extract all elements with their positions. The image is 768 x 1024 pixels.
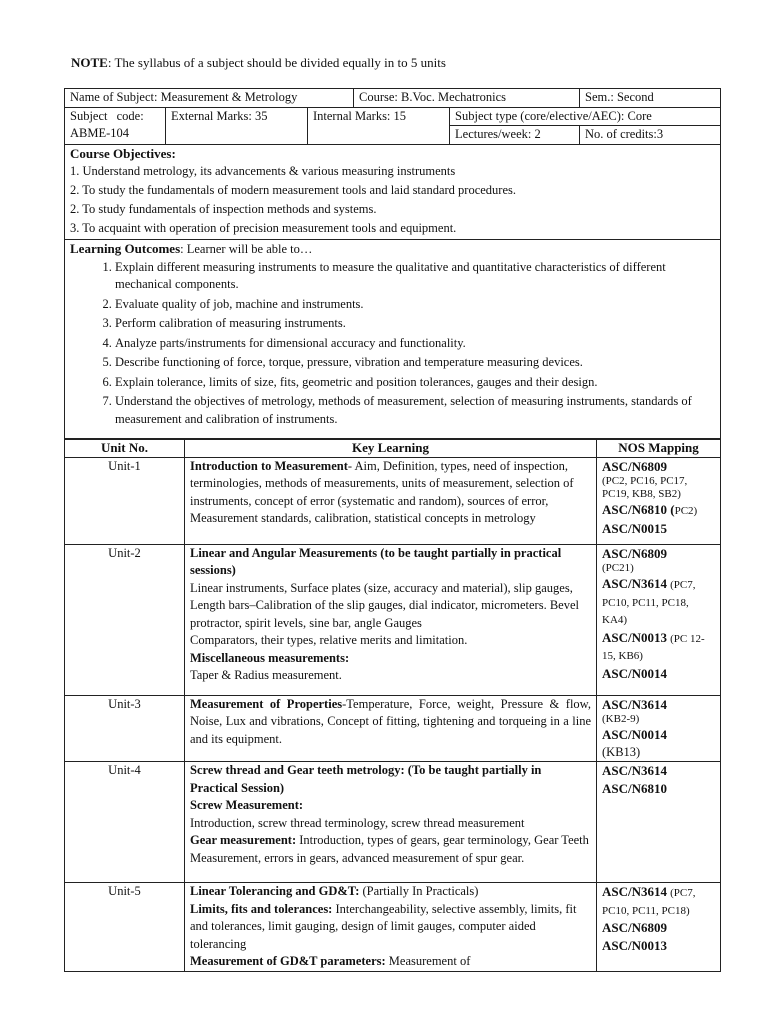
subject-code-cell bbox=[65, 107, 166, 144]
key-learning bbox=[185, 883, 597, 972]
unit-subtitle: Measurement of GD&T parameters: bbox=[190, 954, 386, 968]
unit-title-tail: (Partially In Practicals) bbox=[359, 884, 479, 898]
unit-number: Unit-4 bbox=[65, 762, 185, 883]
learning-outcomes bbox=[65, 240, 721, 440]
nos-detail: (PC7, PC10, PC11, PC18, KA4) bbox=[602, 579, 696, 626]
unit-subtitle: Screw Measurement: bbox=[190, 798, 304, 812]
nos-code: ASC/N6809 bbox=[602, 920, 668, 935]
nos-code: ASC/N6810 ( bbox=[602, 502, 675, 517]
nos-code: ASC/N0014 bbox=[602, 727, 668, 742]
nos-code-line bbox=[602, 501, 715, 520]
nos-code: ASC/N3614 bbox=[602, 576, 668, 591]
units-header-row bbox=[65, 439, 721, 458]
unit-body-line bbox=[190, 832, 591, 867]
objective-item: 2. To study fundamentals of inspection methods and systems. bbox=[70, 202, 377, 216]
nos-mapping bbox=[597, 695, 721, 762]
table-row bbox=[65, 883, 721, 972]
outcomes-heading bbox=[70, 240, 715, 259]
unit-title-line bbox=[190, 883, 591, 901]
unit-number: Unit-2 bbox=[65, 544, 185, 695]
nos-detail: PC2) bbox=[674, 505, 698, 517]
nos-code: ASC/N3614 bbox=[602, 884, 668, 899]
nos-code: ASC/N6809 bbox=[602, 545, 668, 561]
nos-detail: (PC21) bbox=[602, 562, 634, 574]
outcome-item: 1. Explain different measuring instruments to measure the qualitative and quantitative characteristics of different mechanical components. bbox=[115, 259, 715, 294]
unit-body: Taper & Radius measurement. bbox=[190, 668, 342, 682]
unit-title: Linear Tolerancing and GD&T: bbox=[190, 884, 360, 898]
unit-body: -Temperature, Force, weight, Pressure & flow, Noise, Lux and vibrations, Concept of fitting, tightening and torqueing in a line and its equipment. bbox=[190, 696, 592, 746]
nos-mapping bbox=[597, 762, 721, 883]
key-learning bbox=[185, 544, 597, 695]
outcome-item: 4. Analyze parts/instruments for dimensional accuracy and functionality. bbox=[115, 335, 715, 353]
note-line bbox=[71, 55, 446, 71]
units-table bbox=[64, 438, 721, 972]
nos-detail: (PC2, PC16, PC17, PC19, KB8, SB2) bbox=[602, 475, 688, 500]
key-learning bbox=[185, 695, 597, 762]
nos-mapping bbox=[597, 883, 721, 972]
note-text: : The syllabus of a subject should be divided equally in to 5 units bbox=[107, 55, 446, 70]
course: Course: B.Voc. Mechatronics bbox=[354, 89, 580, 108]
nos-code-line bbox=[602, 575, 715, 629]
internal-marks: Internal Marks: 15 bbox=[308, 107, 450, 144]
outcome-item: 5. Describe functioning of force, torque, pressure, vibration and temperature measuring devices. bbox=[115, 354, 715, 372]
nos-code-line bbox=[602, 629, 715, 665]
col-nos-mapping: NOS Mapping bbox=[597, 439, 721, 458]
nos-mapping bbox=[597, 544, 721, 695]
unit-body-line bbox=[190, 901, 591, 954]
unit-body: Interchangeability, selective assembly, limits, fit and tolerances, limit gauging, design of limit gauges, computer aided tolerancing bbox=[190, 901, 577, 951]
unit-number: Unit-5 bbox=[65, 883, 185, 972]
unit-subtitle: Limits, fits and tolerances: bbox=[190, 901, 333, 916]
unit-subtitle: Miscellaneous measurements: bbox=[190, 650, 350, 665]
nos-mapping bbox=[597, 457, 721, 544]
nos-detail: (KB13) bbox=[602, 744, 641, 759]
nos-code: ASC/N0013 bbox=[602, 937, 668, 953]
subject-row bbox=[65, 89, 721, 108]
outcomes-row bbox=[65, 240, 721, 440]
col-unit-no: Unit No. bbox=[65, 439, 185, 458]
nos-code: ASC/N0013 bbox=[602, 629, 668, 645]
lectures: Lectures/week: 2 bbox=[450, 126, 580, 145]
unit-number: Unit-1 bbox=[65, 457, 185, 544]
marks-row bbox=[65, 107, 721, 126]
subject-code: ABME-104 bbox=[70, 126, 130, 140]
unit-title: Introduction to Measurement bbox=[190, 458, 348, 473]
outcomes-intro: : Learner will be able to… bbox=[180, 242, 313, 256]
outcome-item: 3. Perform calibration of measuring instruments. bbox=[115, 315, 715, 333]
unit-body: Comparators, their types, relative merits and limitation. bbox=[190, 633, 468, 647]
unit-subtitle: Gear measurement: bbox=[190, 833, 297, 847]
nos-detail: (KB2-9) bbox=[602, 713, 640, 725]
unit-title-tail: : (To be taught partially in Practical Session) bbox=[190, 763, 542, 795]
unit-title: Linear and Angular Measurements (to be taught partially in practical sessions) bbox=[190, 545, 562, 577]
objective-item: 1. Understand metrology, its advancements & various measuring instruments bbox=[70, 164, 456, 178]
unit-body: Measurement of bbox=[385, 954, 471, 968]
nos-code: ASC/N0014 bbox=[602, 665, 668, 681]
objectives-row bbox=[65, 144, 721, 240]
table-row bbox=[65, 457, 721, 544]
unit-body: Introduction, screw thread terminology, screw thread measurement bbox=[190, 815, 525, 830]
external-marks: External Marks: 35 bbox=[166, 107, 308, 144]
subject-name: Name of Subject: Measurement & Metrology bbox=[65, 89, 354, 108]
outcome-item: 2. Evaluate quality of job, machine and instruments. bbox=[115, 296, 715, 314]
objectives-title: Course Objectives: bbox=[70, 145, 176, 161]
course-objectives bbox=[65, 144, 721, 240]
unit-title: Measurement of Properties bbox=[190, 696, 343, 711]
table-row bbox=[65, 544, 721, 695]
outcome-item: 7. Understand the objectives of metrology, methods of measurement, selection of measuring instruments, standards of measurement and calibration of instruments. bbox=[115, 393, 715, 428]
outcomes-title: Learning Outcomes bbox=[70, 241, 181, 256]
nos-code: ASC/N0015 bbox=[602, 520, 668, 536]
subject-details-table bbox=[64, 88, 721, 440]
table-row bbox=[65, 762, 721, 883]
subject-type: Subject type (core/elective/AEC): Core bbox=[450, 107, 721, 126]
unit-body: - Aim, Definition, types, need of inspection, terminologies, methods of measurements, units of measurement, selection of instruments, concept of error (systematic and random), sources of error, Measurement standards, calibration, statistical concepts in metrology bbox=[190, 458, 574, 525]
objective-item: 2. To study the fundamentals of modern measurement tools and laid standard procedures. bbox=[70, 183, 517, 197]
unit-number: Unit-3 bbox=[65, 695, 185, 762]
note-label: NOTE bbox=[71, 55, 108, 70]
semester: Sem.: Second bbox=[580, 89, 721, 108]
objective-item: 3. To acquaint with operation of precision measurement tools and equipment. bbox=[70, 221, 457, 235]
nos-code: ASC/N3614 bbox=[602, 763, 668, 778]
nos-code: ASC/N6810 bbox=[602, 780, 668, 796]
unit-body: Introduction, types of gears, gear terminology, Gear Teeth Measurement, errors in gears, advanced measurement of spur gear. bbox=[190, 833, 589, 865]
outcomes-list bbox=[70, 259, 715, 429]
nos-code: ASC/N3614 bbox=[602, 696, 668, 712]
key-learning bbox=[185, 457, 597, 544]
nos-code-line bbox=[602, 883, 715, 919]
outcome-item: 6. Explain tolerance, limits of size, fits, geometric and position tolerances, gauges and their design. bbox=[115, 374, 715, 392]
col-key-learning: Key Learning bbox=[185, 439, 597, 458]
nos-code: ASC/N6809 bbox=[602, 458, 668, 474]
nos-detail: (PC7, PC10, PC11, PC18) bbox=[602, 887, 696, 917]
unit-title: Screw thread and Gear teeth metrology bbox=[190, 763, 401, 777]
table-row bbox=[65, 695, 721, 762]
unit-body-line bbox=[190, 953, 591, 971]
nos-detail: (PC 12-15, KB6) bbox=[602, 632, 705, 662]
subject-code-label: Subject code: bbox=[70, 108, 144, 123]
unit-title-line bbox=[190, 762, 591, 797]
unit-body: Linear instruments, Surface plates (size, accuracy and material), slip gauges, Length bars–Calibration of the slip gauges, dial indicator, micrometers. Bevel protractor, spirit levels, sine bar, angle Gauges bbox=[190, 580, 579, 630]
credits: No. of credits:3 bbox=[580, 126, 721, 145]
key-learning bbox=[185, 762, 597, 883]
